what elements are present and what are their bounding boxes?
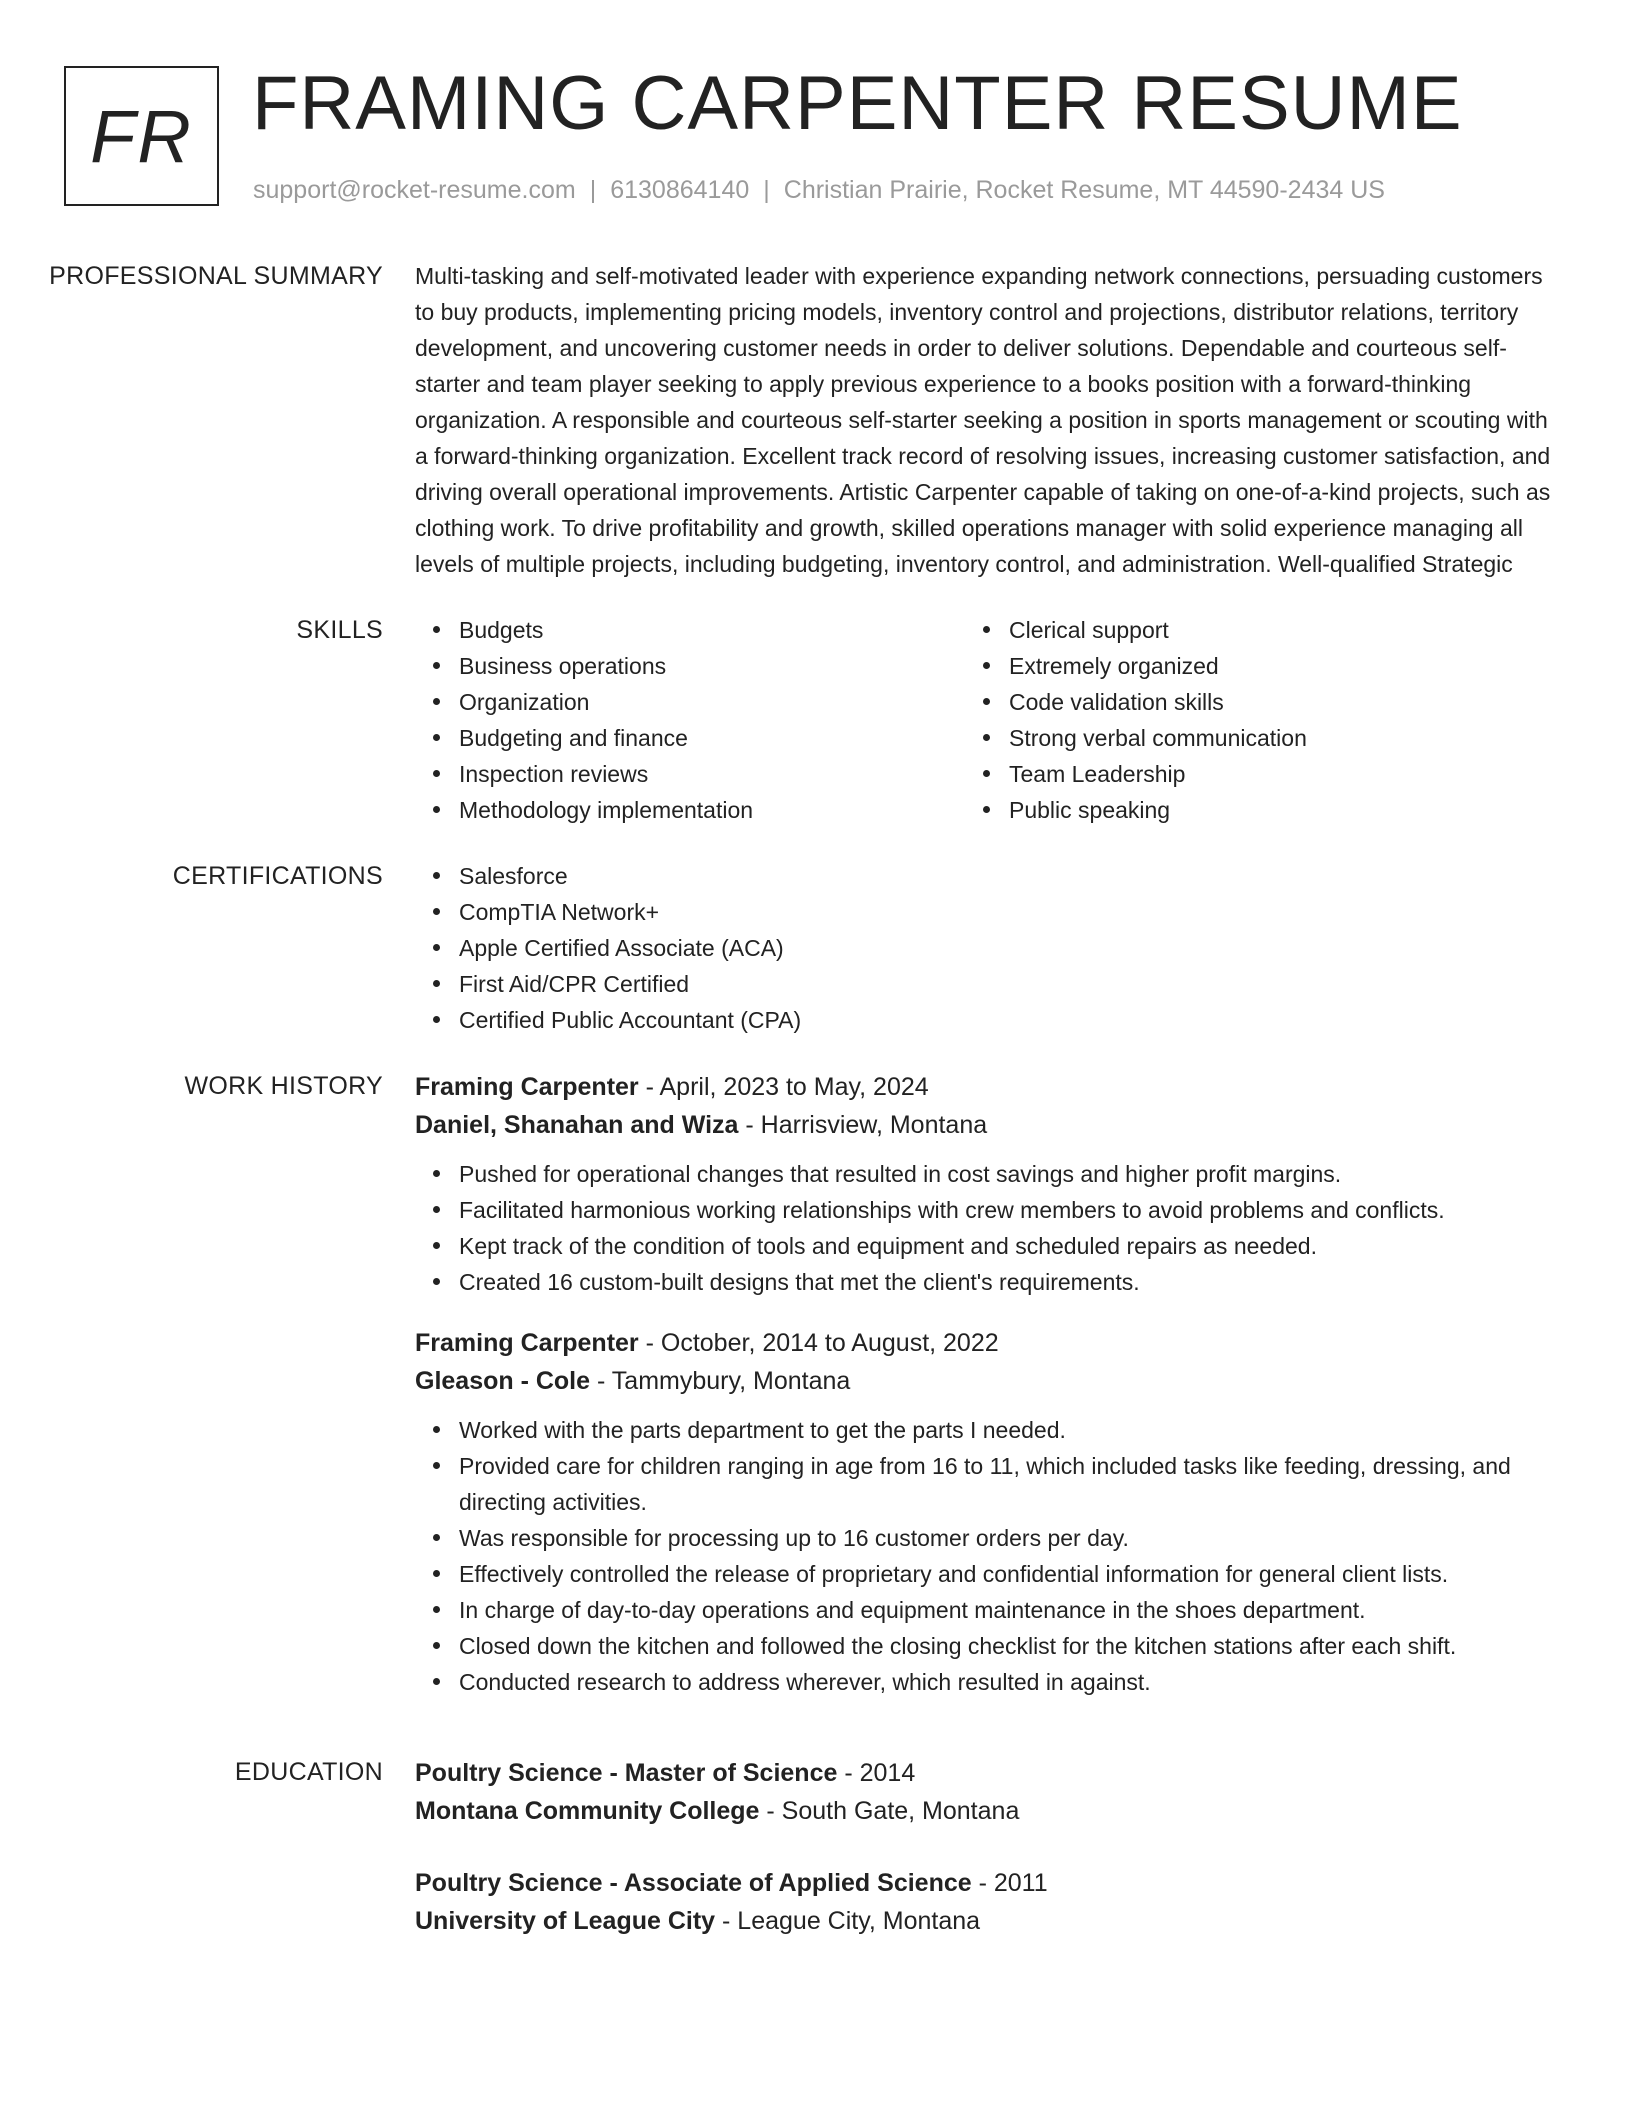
job-duties-list bbox=[415, 1412, 1565, 1700]
skill-item: Team Leadership bbox=[1009, 756, 1515, 792]
job-duty: Closed down the kitchen and followed the closing checklist for the kitchen stations after each shift. bbox=[459, 1628, 1565, 1664]
job-duty: Effectively controlled the release of proprietary and confidential information for general client lists. bbox=[459, 1556, 1565, 1592]
job-title: Framing Carpenter bbox=[415, 1329, 639, 1357]
summary-section bbox=[0, 258, 1632, 582]
job-duty: Was responsible for processing up to 16 customer orders per day. bbox=[459, 1520, 1565, 1556]
job-duties-list bbox=[415, 1156, 1565, 1300]
job-duty: Created 16 custom-built designs that met the client's requirements. bbox=[459, 1264, 1565, 1300]
section-heading: SKILLS bbox=[296, 616, 383, 644]
job-title: Framing Carpenter bbox=[415, 1073, 639, 1101]
job-duty: Kept track of the condition of tools and equipment and scheduled repairs as needed. bbox=[459, 1228, 1565, 1264]
job-company-line bbox=[415, 1362, 1565, 1400]
job-location: - Harrisview, Montana bbox=[738, 1111, 988, 1139]
section-heading: PROFESSIONAL SUMMARY bbox=[49, 262, 383, 290]
contact-address: Christian Prairie, Rocket Resume, MT 44590-2434 US bbox=[783, 176, 1385, 204]
certification-item: Salesforce bbox=[459, 858, 1565, 894]
job-duty: Facilitated harmonious working relationships with crew members to avoid problems and conflicts. bbox=[459, 1192, 1565, 1228]
skills-columns bbox=[415, 612, 1565, 828]
skill-item: Clerical support bbox=[1009, 612, 1515, 648]
certification-item: Certified Public Accountant (CPA) bbox=[459, 1002, 1565, 1038]
summary-body bbox=[415, 258, 1565, 582]
job-entry bbox=[415, 1068, 1565, 1300]
education-school-line bbox=[415, 1902, 1565, 1940]
contact-separator: | bbox=[763, 176, 770, 204]
job-company-line bbox=[415, 1106, 1565, 1144]
education-entry bbox=[415, 1754, 1565, 1830]
skill-item: Business operations bbox=[459, 648, 965, 684]
education-location: - South Gate, Montana bbox=[759, 1797, 1020, 1825]
education-school: University of League City bbox=[415, 1907, 716, 1935]
certifications-section bbox=[0, 858, 1632, 1038]
job-entry bbox=[415, 1324, 1565, 1700]
job-duty: Worked with the parts department to get the parts I needed. bbox=[459, 1412, 1565, 1448]
job-title-line bbox=[415, 1068, 1565, 1106]
job-duty: Pushed for operational changes that resulted in cost savings and higher profit margins. bbox=[459, 1156, 1565, 1192]
job-dates: - October, 2014 to August, 2022 bbox=[638, 1329, 999, 1357]
education-body bbox=[415, 1754, 1565, 1974]
job-duty: Provided care for children ranging in age from 16 to 11, which included tasks like feeding, dressing, and directing activities. bbox=[459, 1448, 1565, 1520]
certification-item: Apple Certified Associate (ACA) bbox=[459, 930, 1565, 966]
resume-content bbox=[0, 258, 1632, 2004]
page-title: FRAMING CARPENTER RESUME bbox=[252, 61, 1463, 146]
education-degree: Poultry Science - Master of Science bbox=[415, 1759, 838, 1787]
education-school-line bbox=[415, 1792, 1565, 1830]
section-heading: CERTIFICATIONS bbox=[172, 862, 383, 890]
education-year: - 2014 bbox=[837, 1759, 916, 1787]
education-year: - 2011 bbox=[971, 1869, 1048, 1897]
certification-item: CompTIA Network+ bbox=[459, 894, 1565, 930]
education-degree: Poultry Science - Associate of Applied Science bbox=[415, 1869, 972, 1897]
skill-item: Public speaking bbox=[1009, 792, 1515, 828]
education-section bbox=[0, 1754, 1632, 1974]
skill-item: Strong verbal communication bbox=[1009, 720, 1515, 756]
summary-text: Multi-tasking and self-motivated leader with experience expanding network connections, persuading customers to buy products, implementing pricing models, inventory control and projections, distributor relations, territory development, and uncovering customer needs in order to deliver solutions. Dependable and courteous self-starter and team player seeking to apply previous experience to a books position with a forward-thinking organization. A responsible and courteous self-starter seeking a position in sports management or scouting with a forward-thinking organization. Excellent track record of resolving issues, increasing customer satisfaction, and driving overall operational improvements. Artistic Carpenter capable of taking on one-of-a-kind projects, such as clothing work. To drive profitability and growth, skilled operations manager with solid experience managing all levels of multiple projects, including budgeting, inventory control, and administration. Well-qualified Strategic bbox=[415, 263, 1551, 577]
section-heading: EDUCATION bbox=[234, 1758, 383, 1786]
certifications-body bbox=[415, 858, 1565, 1038]
section-heading: WORK HISTORY bbox=[184, 1072, 383, 1100]
certifications-list bbox=[415, 858, 1565, 1038]
job-location: - Tammybury, Montana bbox=[590, 1367, 851, 1395]
certification-item: First Aid/CPR Certified bbox=[459, 966, 1565, 1002]
skills-list-right bbox=[965, 612, 1515, 828]
education-entry bbox=[415, 1864, 1565, 1940]
contact-separator: | bbox=[589, 176, 597, 204]
skill-item: Extremely organized bbox=[1009, 648, 1515, 684]
job-duty: In charge of day-to-day operations and equipment maintenance in the shoes department. bbox=[459, 1592, 1565, 1628]
contact-line bbox=[253, 176, 1385, 205]
skill-item: Budgeting and finance bbox=[459, 720, 965, 756]
skills-section bbox=[0, 612, 1632, 828]
monogram-badge: FR bbox=[64, 66, 219, 206]
skill-item: Budgets bbox=[459, 612, 965, 648]
work-history-body bbox=[415, 1068, 1565, 1724]
job-dates: - April, 2023 to May, 2024 bbox=[638, 1073, 929, 1101]
skill-item: Code validation skills bbox=[1009, 684, 1515, 720]
education-degree-line bbox=[415, 1754, 1565, 1792]
contact-phone[interactable]: 6130864140 bbox=[610, 176, 750, 204]
skill-item: Methodology implementation bbox=[459, 792, 965, 828]
contact-email[interactable]: support@rocket-resume.com bbox=[253, 176, 576, 204]
job-duty: Conducted research to address wherever, which resulted in against. bbox=[459, 1664, 1565, 1700]
skills-list-left bbox=[415, 612, 965, 828]
skill-item: Organization bbox=[459, 684, 965, 720]
skills-body bbox=[415, 612, 1565, 828]
work-history-section bbox=[0, 1068, 1632, 1724]
skill-item: Inspection reviews bbox=[459, 756, 965, 792]
job-company: Gleason - Cole bbox=[415, 1367, 591, 1395]
education-school: Montana Community College bbox=[415, 1797, 760, 1825]
job-company: Daniel, Shanahan and Wiza bbox=[415, 1111, 739, 1139]
education-degree-line bbox=[415, 1864, 1565, 1902]
education-location: - League City, Montana bbox=[715, 1907, 981, 1935]
job-title-line bbox=[415, 1324, 1565, 1362]
